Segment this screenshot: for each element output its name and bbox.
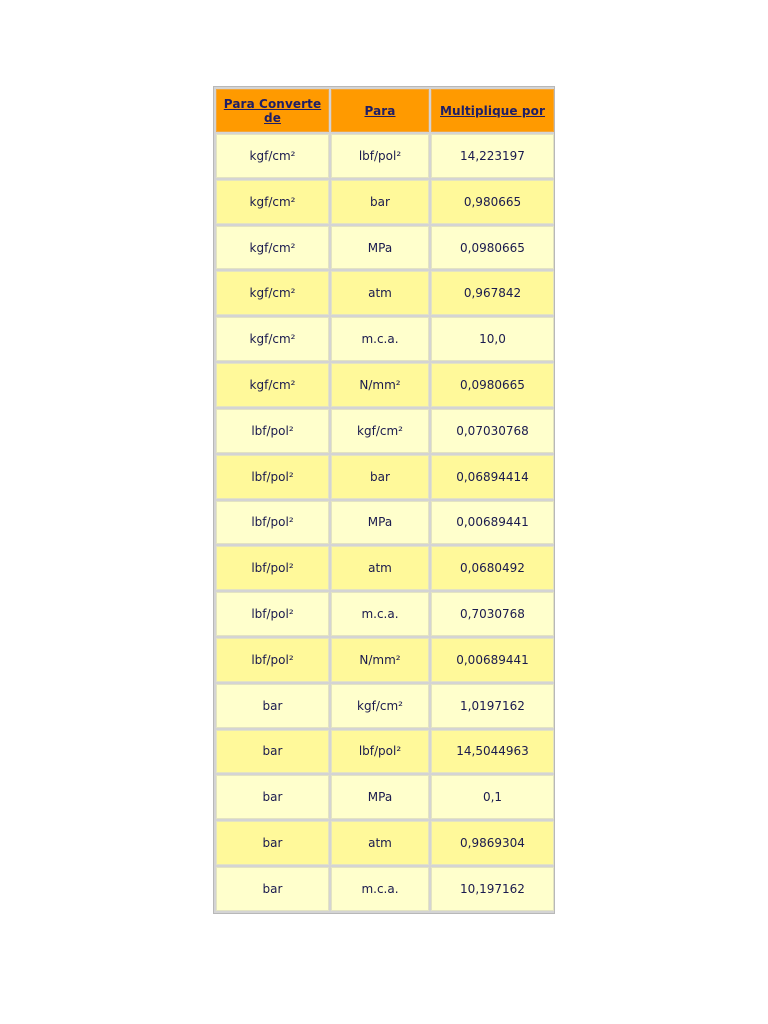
unit-conversion-table [214,87,556,913]
cell-from-unit: lbf/pol² [216,546,329,590]
table-row [216,180,554,224]
cell-to-unit: N/mm² [331,638,429,682]
cell-from-unit: lbf/pol² [216,409,329,453]
table-row [216,317,554,361]
table-row [216,592,554,636]
table-row [216,501,554,545]
cell-factor: 0,00689441 [431,638,554,682]
cell-from-unit: lbf/pol² [216,501,329,545]
cell-factor: 14,223197 [431,134,554,178]
cell-to-unit: lbf/pol² [331,730,429,774]
cell-factor: 0,980665 [431,180,554,224]
cell-factor: 0,06894414 [431,455,554,499]
cell-to-unit: atm [331,821,429,865]
cell-factor: 10,0 [431,317,554,361]
cell-to-unit: N/mm² [331,363,429,407]
conversion-table-container [213,86,555,914]
cell-to-unit: kgf/cm² [331,684,429,728]
cell-factor: 0,0980665 [431,363,554,407]
cell-factor: 0,00689441 [431,501,554,545]
cell-factor: 14,5044963 [431,730,554,774]
header-from: Para Converte de [216,89,329,132]
table-row [216,775,554,819]
cell-from-unit: kgf/cm² [216,226,329,270]
cell-from-unit: kgf/cm² [216,271,329,315]
cell-factor: 0,07030768 [431,409,554,453]
cell-to-unit: MPa [331,226,429,270]
table-row [216,546,554,590]
table-row [216,821,554,865]
table-row [216,684,554,728]
cell-from-unit: bar [216,867,329,911]
cell-factor: 1,0197162 [431,684,554,728]
table-row [216,271,554,315]
cell-to-unit: bar [331,455,429,499]
cell-to-unit: m.c.a. [331,317,429,361]
cell-from-unit: lbf/pol² [216,638,329,682]
cell-factor: 0,0680492 [431,546,554,590]
cell-from-unit: kgf/cm² [216,180,329,224]
header-to: Para [331,89,429,132]
cell-from-unit: kgf/cm² [216,363,329,407]
table-row [216,226,554,270]
table-row [216,638,554,682]
cell-to-unit: kgf/cm² [331,409,429,453]
cell-from-unit: lbf/pol² [216,455,329,499]
cell-from-unit: bar [216,821,329,865]
cell-factor: 0,1 [431,775,554,819]
cell-to-unit: m.c.a. [331,592,429,636]
cell-to-unit: atm [331,546,429,590]
cell-from-unit: kgf/cm² [216,134,329,178]
table-row [216,409,554,453]
cell-to-unit: MPa [331,501,429,545]
cell-to-unit: MPa [331,775,429,819]
cell-to-unit: atm [331,271,429,315]
cell-factor: 0,0980665 [431,226,554,270]
cell-to-unit: lbf/pol² [331,134,429,178]
table-row [216,730,554,774]
table-row [216,455,554,499]
table-row [216,867,554,911]
header-row [216,89,554,132]
cell-from-unit: bar [216,730,329,774]
cell-factor: 0,967842 [431,271,554,315]
table-row [216,134,554,178]
cell-factor: 10,197162 [431,867,554,911]
cell-from-unit: lbf/pol² [216,592,329,636]
header-multiply-by: Multiplique por [431,89,554,132]
cell-to-unit: bar [331,180,429,224]
cell-to-unit: m.c.a. [331,867,429,911]
cell-from-unit: bar [216,684,329,728]
cell-factor: 0,9869304 [431,821,554,865]
cell-from-unit: bar [216,775,329,819]
cell-from-unit: kgf/cm² [216,317,329,361]
table-row [216,363,554,407]
cell-factor: 0,7030768 [431,592,554,636]
